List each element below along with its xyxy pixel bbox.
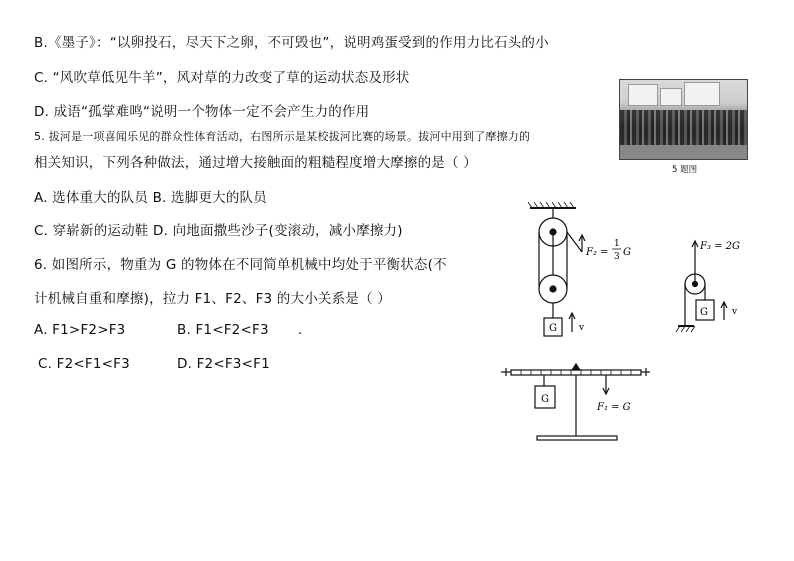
option-c-line: C. “风吹草低见牛羊”，风对草的力改变了草的运动状态及形状 — [34, 70, 410, 86]
option-d-line: D. 成语“孤掌难鸣“说明一个物体一定不会产生力的作用 — [34, 104, 370, 120]
velocity-label-1: v — [579, 323, 585, 333]
f2-denominator: 3 — [614, 252, 620, 262]
question6-text-1: 6. 如图所示，物重为 G 的物体在不同简单机械中均处于平衡状态(不 — [34, 257, 447, 273]
question6-option-d: D. F2<F3<F1 — [177, 356, 270, 372]
weight-block-2: G — [700, 307, 708, 318]
weight-block-1: G — [549, 323, 557, 334]
question5-options-ab: A. 选体重大的队员 B. 选脚更大的队员 — [34, 190, 267, 206]
question6-option-dot: . — [298, 322, 303, 338]
f3-label: F₃ = 2G — [700, 241, 741, 252]
f2-g: G — [623, 247, 631, 258]
f2-numerator: 1 — [614, 239, 620, 249]
question5-text-1: 5. 拔河是一项喜闻乐见的群众性体育活动，右图所示是某校拔河比赛的场景。拔河中用到了摩擦力的 — [34, 130, 531, 143]
question5-text-2: 相关知识，下列各种做法，通过增大接触面的粗糙程度增大摩擦的是（ ） — [34, 155, 477, 171]
option-b-line: B.《墨子》：“以卵投石，尽天下之卵，不可毁也”，说明鸡蛋受到的作用力比石头的小 — [34, 35, 549, 51]
f2-label: F₂ = — [586, 247, 609, 258]
f1-label: F₁ = G — [597, 402, 631, 413]
question6-option-c: C. F2<F1<F3 — [38, 356, 130, 372]
question6-text-2: 计机械自重和摩擦)，拉力 F1、F2、F3 的大小关系是（ ） — [34, 291, 391, 307]
velocity-label-2: v — [732, 307, 738, 317]
weight-block-3: G — [541, 394, 549, 405]
question6-option-a: A. F1>F2>F3 — [34, 322, 126, 338]
question6-option-b: B. F1<F2<F3 — [177, 322, 269, 338]
photo-caption: 5 题图 — [672, 165, 698, 175]
question5-options-cd: C. 穿崭新的运动鞋 D. 向地面撒些沙子(变滚动，减小摩擦力) — [34, 223, 403, 239]
